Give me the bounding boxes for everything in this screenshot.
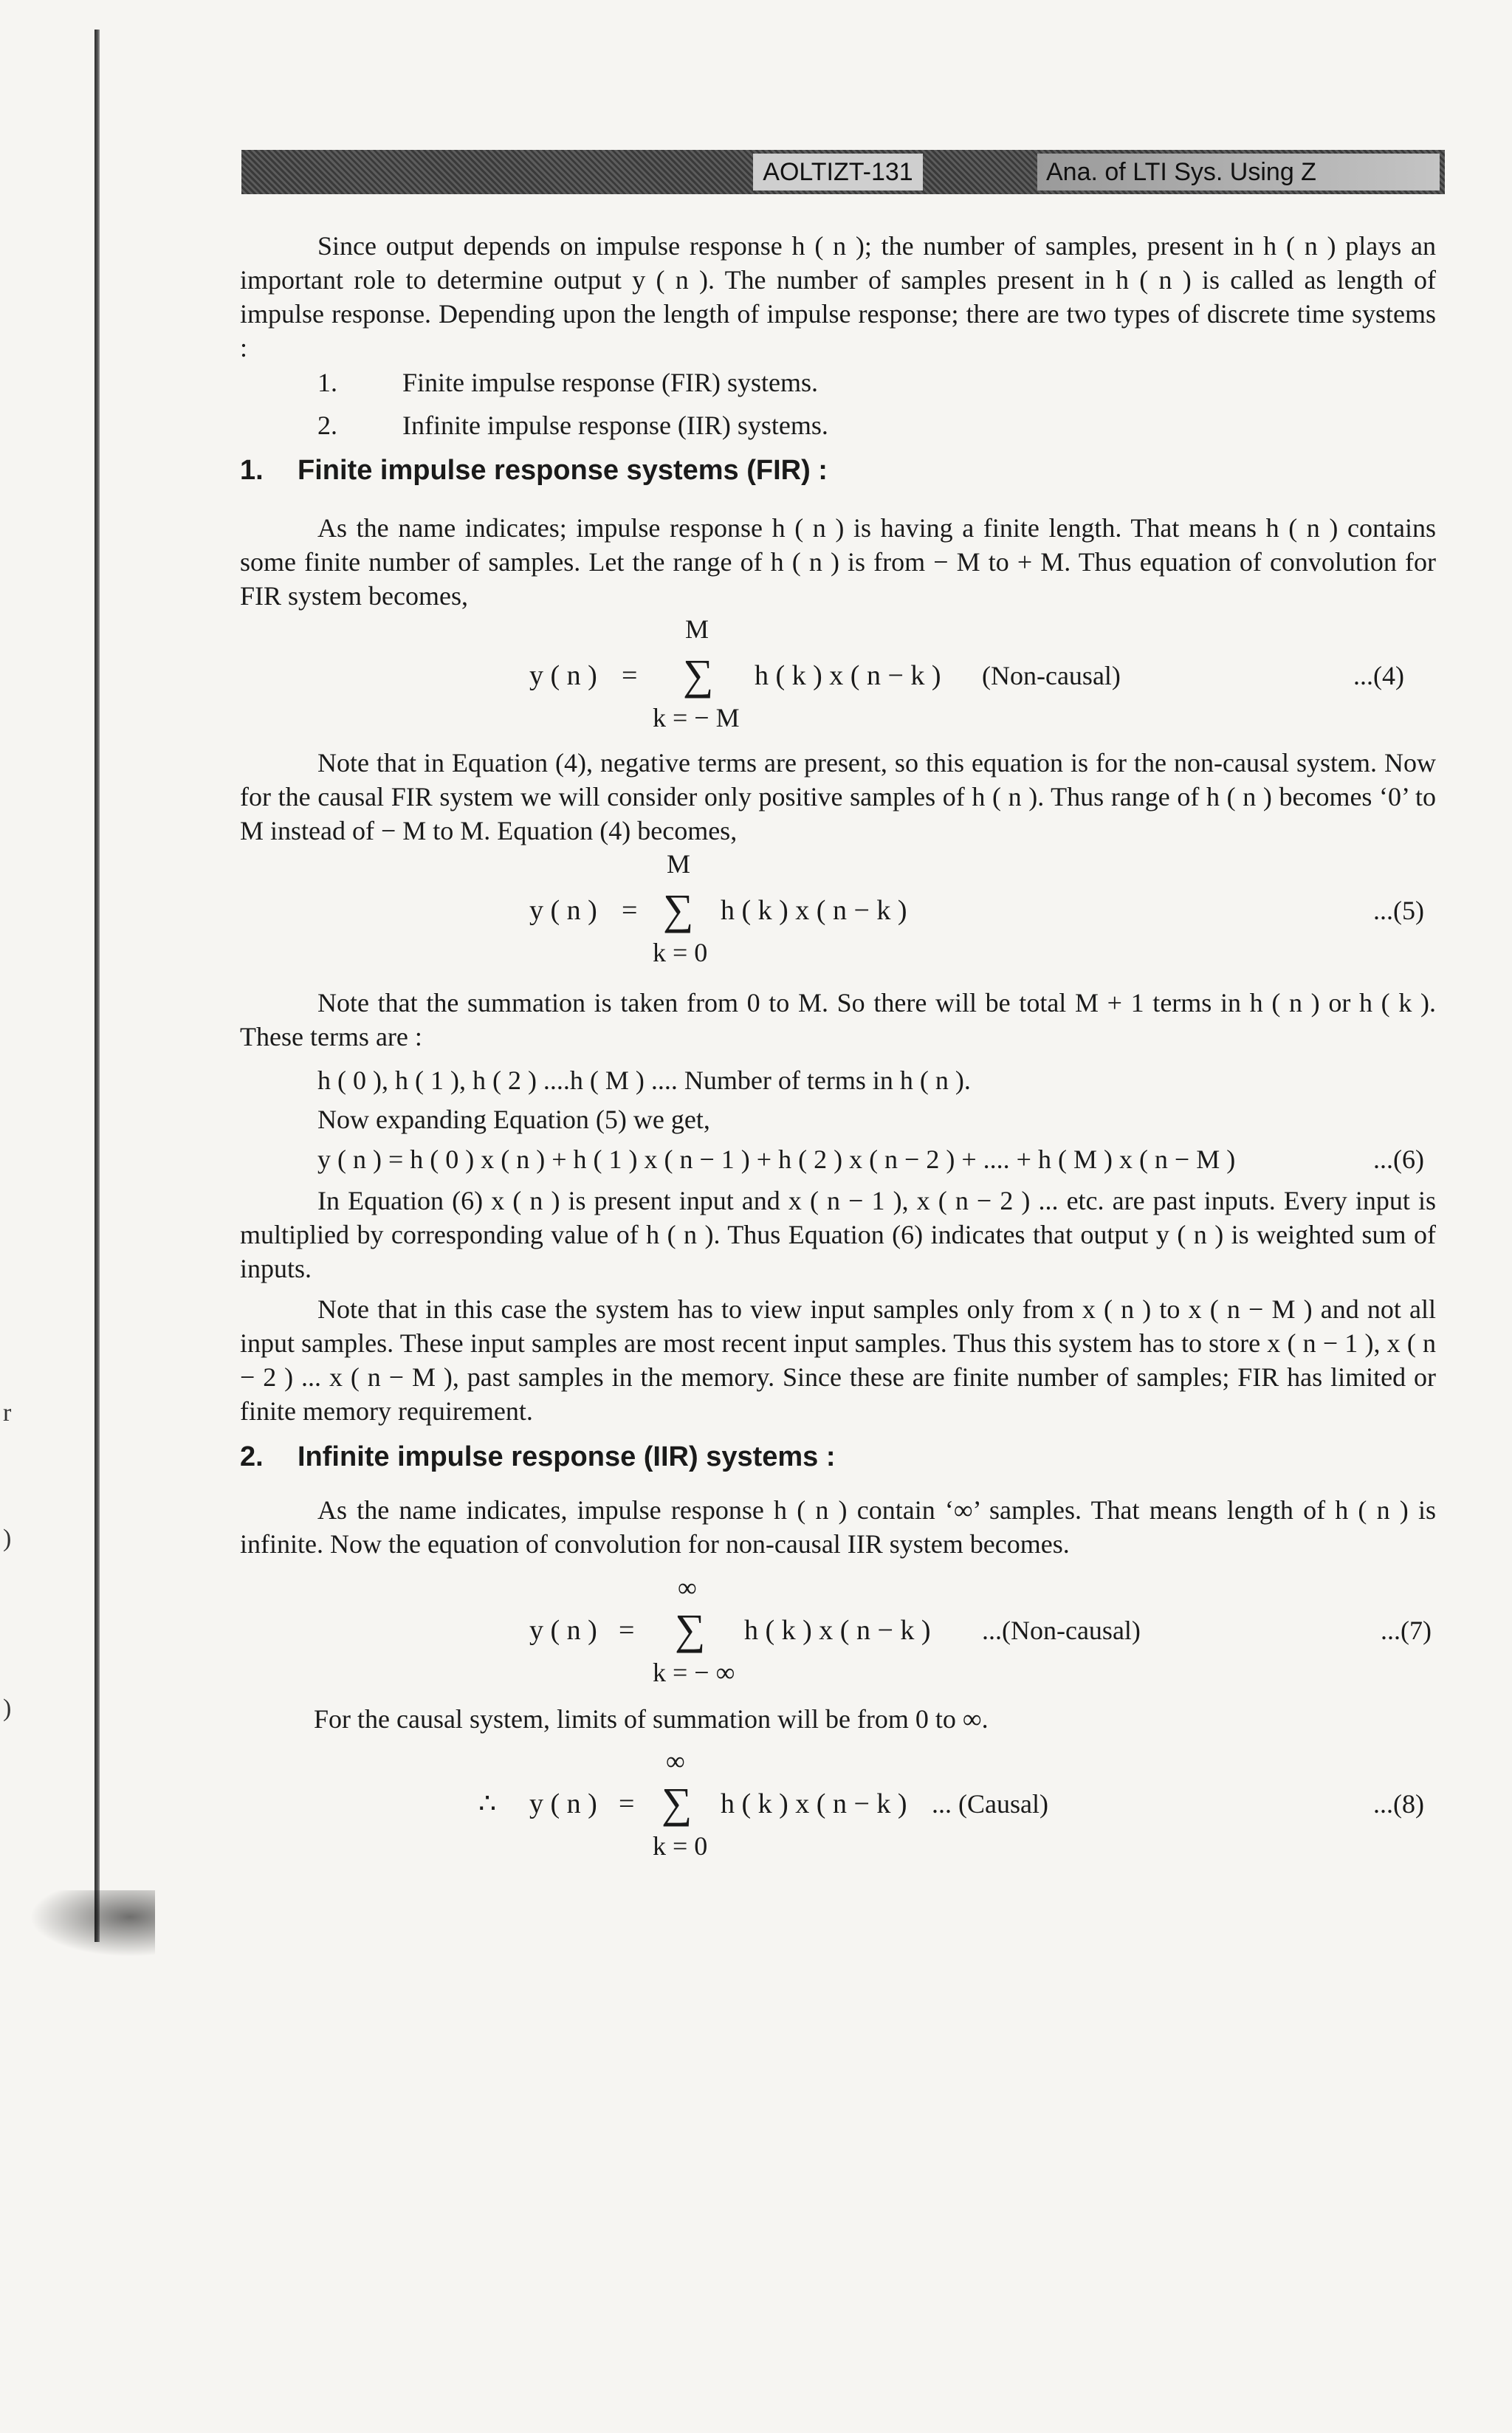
eq7-upper-limit: ∞ (678, 1573, 697, 1602)
eq4-lower-limit: k = − M (653, 703, 740, 732)
eq8-number: ...(8) (1373, 1789, 1424, 1819)
eq5-body: h ( k ) x ( n − k ) (721, 895, 907, 926)
list-item-text: Finite impulse response (FIR) systems. (402, 368, 818, 397)
heading-number: 1. (240, 455, 264, 486)
paragraph-summation-note: Note that the summation is taken from 0 to M. So there will be total M + 1 terms in h ( n ) or h ( k ). These terms are : (240, 988, 1436, 1051)
eq4-note: (Non-causal) (982, 661, 1121, 690)
eq7-lhs: y ( n ) (529, 1615, 597, 1646)
sigma-icon: ∑ (683, 651, 714, 699)
list-item-number: 2. (317, 411, 337, 440)
eq4-upper-limit: M (685, 614, 709, 644)
eq6-expression: y ( n ) = h ( 0 ) x ( n ) + h ( 1 ) x ( n − 1 ) + h ( 2 ) x ( n − 2 ) + .... + h ( M ) x ( n − M ) (317, 1145, 1236, 1174)
paragraph-memory-note: Note that in this case the system has to view input samples only from x ( n ) to x ( n − M ) and not all input samples. These input samples are most recent input samples. Thus this system has to store x ( n − 1 ), x ( n − 2 ) ... x ( n − M ), past samples in the memory. Since these are finite number of samples; FIR has limited or finite memory requirement. (240, 1294, 1436, 1426)
paragraph-iir-description: As the name indicates, impulse response h ( n ) contain ‘∞’ samples. That means length of h ( n ) is infinite. Now the equation of convolution for non-causal IIR system becomes. (240, 1495, 1436, 1559)
paragraph-noncausal-note: Note that in Equation (4), negative terms are present, so this equation is for the non-causal system. Now for the causal FIR system we will consider only positive samples of h ( n ). Thus range of h ( n ) becomes ‘0’ to M instead of − M to M. Equation (4) becomes, (240, 748, 1436, 845)
eq8-upper-limit: ∞ (666, 1746, 685, 1776)
margin-mark: r (3, 1399, 12, 1427)
section-heading-iir (240, 1440, 836, 1474)
eq4-equals: = (622, 660, 638, 691)
margin-mark: ) (3, 1525, 12, 1552)
header-code: AOLTIZT-131 (753, 154, 923, 191)
eq6-number: ...(6) (1373, 1145, 1424, 1174)
eq7-lower-limit: k = − ∞ (653, 1658, 735, 1687)
sigma-icon: ∑ (662, 1779, 693, 1827)
paragraph-intro: Since output depends on impulse response h ( n ); the number of samples, present in h ( n ) plays an important role to determine output y ( n ). The number of samples present in h ( n ) is called as length of impulse response. Depending upon the length of impulse response; there are two types of discrete time systems : (240, 231, 1436, 363)
eq5-number: ...(5) (1373, 896, 1424, 925)
eq4-lhs: y ( n ) (529, 660, 597, 691)
heading-text: Infinite impulse response (IIR) systems : (298, 1441, 836, 1472)
eq4-body: h ( k ) x ( n − k ) (755, 660, 941, 691)
heading-number: 2. (240, 1441, 264, 1472)
eq5-equals: = (622, 895, 638, 926)
paragraph-causal-limits: For the causal system, limits of summation will be from 0 to ∞. (314, 1704, 989, 1734)
eq8-note: ... (Causal) (932, 1789, 1048, 1819)
eq7-equals: = (619, 1615, 635, 1646)
eq5-lhs: y ( n ) (529, 895, 597, 926)
eq5-lower-limit: k = 0 (653, 938, 708, 967)
binding-shadow (30, 1890, 155, 1957)
list-item-text: Infinite impulse response (IIR) systems. (402, 411, 828, 440)
header-chapter-title: Ana. of LTI Sys. Using Z (1037, 154, 1440, 191)
eq7-number: ...(7) (1381, 1616, 1432, 1645)
terms-line: h ( 0 ), h ( 1 ), h ( 2 ) ....h ( M ) .... Number of terms in h ( n ). (317, 1065, 971, 1095)
sigma-icon: ∑ (663, 885, 694, 933)
list-item-number: 1. (317, 368, 337, 397)
eq8-lower-limit: k = 0 (653, 1831, 708, 1861)
expand-line: Now expanding Equation (5) we get, (317, 1105, 710, 1134)
eq8-equals: = (619, 1788, 635, 1819)
therefore-symbol: ∴ (478, 1788, 497, 1819)
eq8-lhs: y ( n ) (529, 1788, 597, 1819)
eq4-number: ...(4) (1353, 661, 1404, 690)
eq8-body: h ( k ) x ( n − k ) (721, 1788, 907, 1819)
eq7-note: ...(Non-causal) (982, 1616, 1141, 1645)
book-binding-edge (94, 30, 100, 1942)
paragraph-fir-description: As the name indicates; impulse response h ( n ) is having a finite length. That means h ( n ) contains some finite number of samples. Let the range of h ( n ) is from − M to + M. Thus equation of convolution for FIR system becomes, (240, 513, 1436, 611)
eq7-body: h ( k ) x ( n − k ) (744, 1615, 931, 1646)
sigma-icon: ∑ (675, 1605, 706, 1653)
section-heading-fir (240, 453, 828, 487)
heading-text: Finite impulse response systems (FIR) : (298, 455, 828, 486)
margin-mark: ) (3, 1695, 12, 1722)
paragraph-weighted-sum: In Equation (6) x ( n ) is present input and x ( n − 1 ), x ( n − 2 ) ... etc. are past inputs. Every input is multiplied by corresponding value of h ( n ). Thus Equation (6) indicates that output y ( n ) is weighted sum of inputs. (240, 1186, 1436, 1283)
eq5-upper-limit: M (667, 849, 691, 879)
